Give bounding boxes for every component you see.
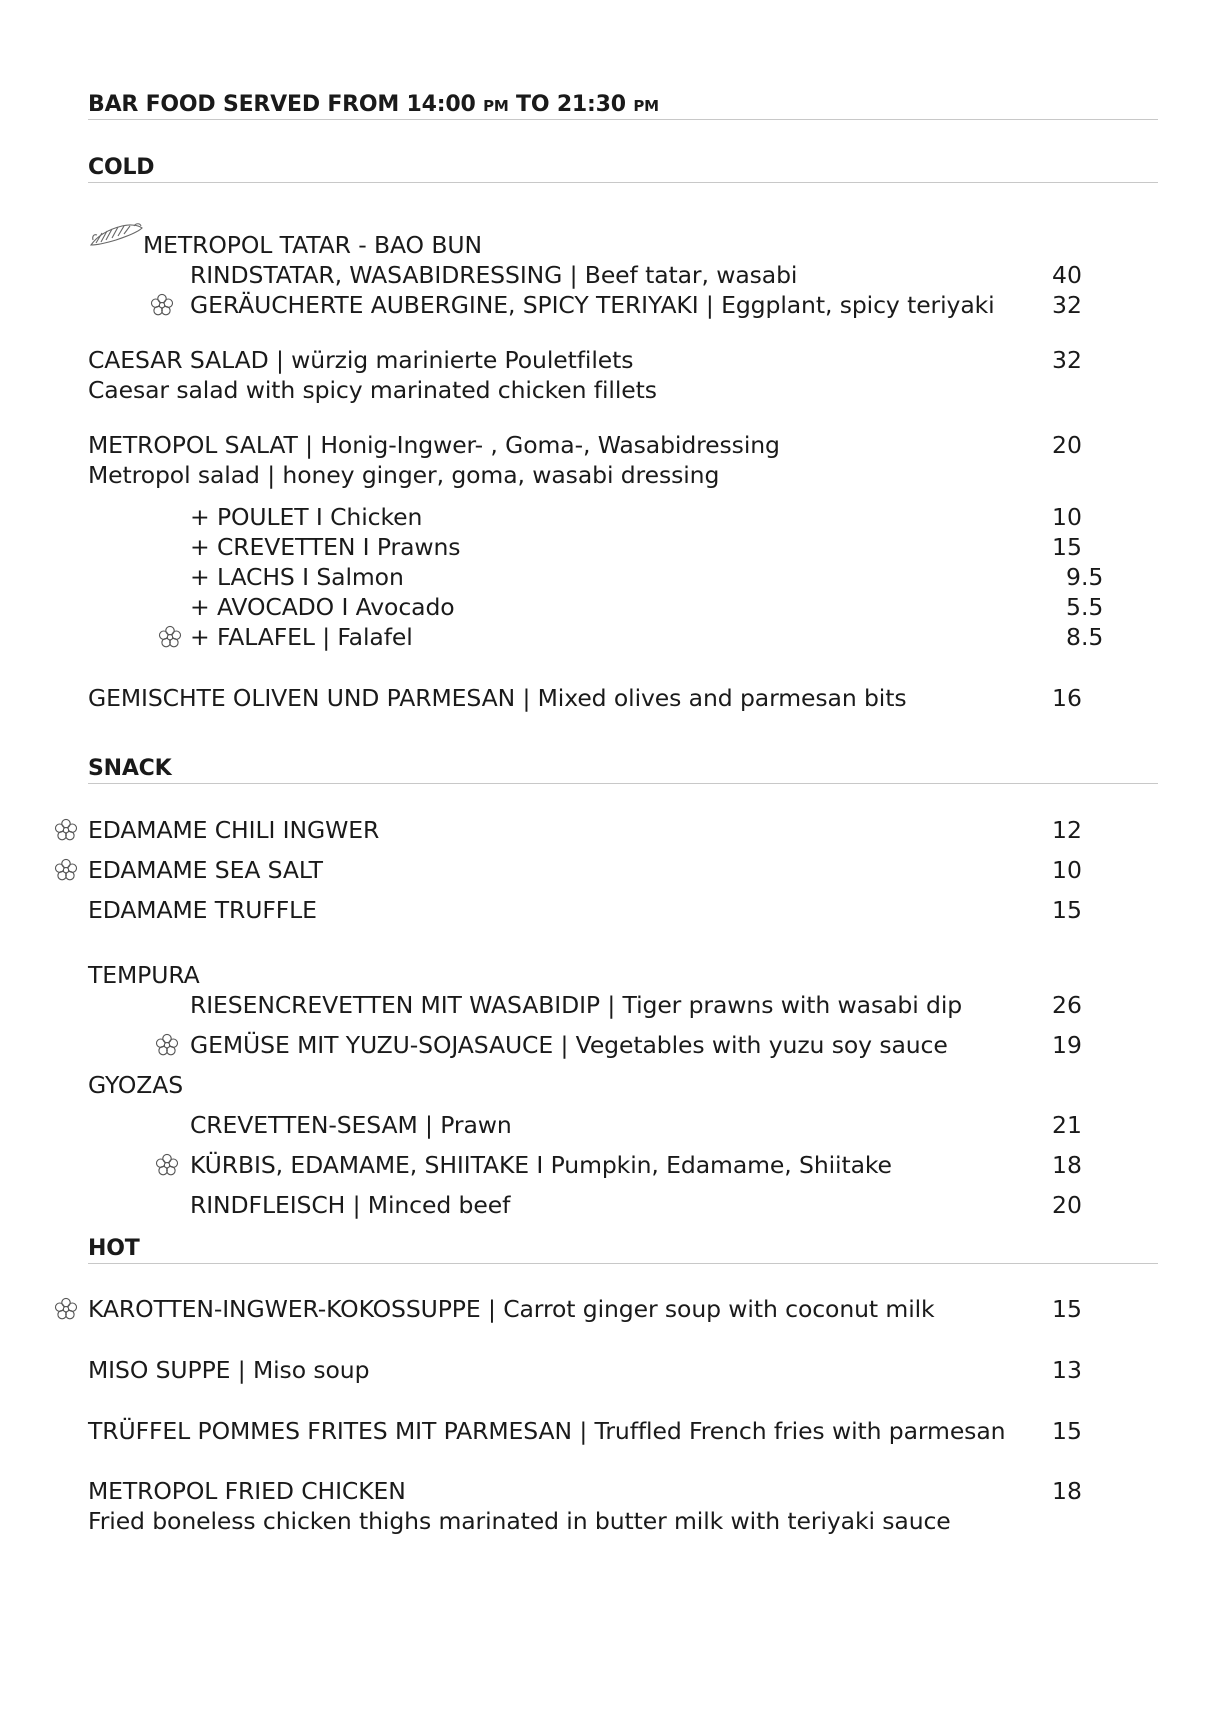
menu-item-name: KAROTTEN-INGWER-KOKOSSUPPE | Carrot ginger soup with coconut milk [88,1295,935,1323]
menu-item-name: GERÄUCHERTE AUBERGINE, SPICY TERIYAKI | Eggplant, spicy teriyaki [190,291,995,319]
menu-item-price: 21 [1052,1111,1082,1139]
menu-item-price: 12 [1052,816,1082,844]
flower-icon [54,1297,78,1321]
menu-item-name: MISO SUPPE | Miso soup [88,1356,370,1384]
subsection-title-gyozas: GYOZAS [88,1071,184,1099]
section-heading-snack: SNACK [88,756,172,781]
addon-price: 15 [1052,533,1082,561]
service-hours-heading [88,92,659,117]
flower-icon [158,625,182,649]
menu-item-title: METROPOL TATAR - BAO BUN [143,231,482,259]
bao-bun-sketch-icon [88,218,144,250]
menu-item-price: 20 [1052,431,1082,459]
divider [88,783,1158,784]
menu-item-price: 13 [1052,1356,1082,1384]
addon-price: 5.5 [1066,593,1104,621]
menu-item-name: CAESAR SALAD | würzig marinierte Pouletfilets [88,346,634,374]
pm-label: PM [483,97,509,115]
menu-item-price: 16 [1052,684,1082,712]
menu-item-price: 19 [1052,1031,1082,1059]
addon-price: 9.5 [1066,563,1104,591]
menu-item-name: METROPOL FRIED CHICKEN [88,1477,406,1505]
flower-icon [54,858,78,882]
divider [88,119,1158,120]
service-hours-prefix: BAR FOOD SERVED FROM 14:00 [88,92,484,117]
section-heading-hot: HOT [88,1236,140,1261]
menu-item-name: GEMISCHTE OLIVEN UND PARMESAN | Mixed olives and parmesan bits [88,684,907,712]
addon-name: + LACHS I Salmon [190,563,404,591]
menu-item-price: 18 [1052,1151,1082,1179]
menu-item-name: EDAMAME SEA SALT [88,856,323,884]
menu-item-description: Metropol salad | honey ginger, goma, wasabi dressing [88,461,720,489]
pm-label: PM [633,97,659,115]
subsection-title-tempura: TEMPURA [88,961,200,989]
menu-item-price: 32 [1052,346,1082,374]
menu-item-price: 15 [1052,896,1082,924]
divider [88,1263,1158,1264]
addon-name: + AVOCADO I Avocado [190,593,455,621]
addon-price: 10 [1052,503,1082,531]
menu-item-name: CREVETTEN-SESAM | Prawn [190,1111,512,1139]
menu-item-name: RINDFLEISCH | Minced beef [190,1191,511,1219]
menu-item-name: KÜRBIS, EDAMAME, SHIITAKE I Pumpkin, Edamame, Shiitake [190,1151,892,1179]
menu-item-price: 10 [1052,856,1082,884]
menu-item-description: Caesar salad with spicy marinated chicken fillets [88,376,657,404]
menu-item-price: 26 [1052,991,1082,1019]
addon-name: + FALAFEL | Falafel [190,623,413,651]
menu-item-price: 18 [1052,1477,1082,1505]
menu-item-price: 15 [1052,1295,1082,1323]
addon-name: + POULET I Chicken [190,503,423,531]
menu-item-price: 20 [1052,1191,1082,1219]
service-hours-mid: TO 21:30 [508,92,634,117]
menu-item-price: 32 [1052,291,1082,319]
menu-item-description: Fried boneless chicken thighs marinated in butter milk with teriyaki sauce [88,1507,951,1535]
menu-item-name: GEMÜSE MIT YUZU-SOJASAUCE | Vegetables with yuzu soy sauce [190,1031,948,1059]
addon-price: 8.5 [1066,623,1104,651]
divider [88,182,1158,183]
flower-icon [150,293,174,317]
menu-item-name: RIESENCREVETTEN MIT WASABIDIP | Tiger prawns with wasabi dip [190,991,963,1019]
menu-item-price: 15 [1052,1417,1082,1445]
menu-item-name: TRÜFFEL POMMES FRITES MIT PARMESAN | Truffled French fries with parmesan [88,1417,1006,1445]
section-heading-cold: COLD [88,155,155,180]
menu-item-price: 40 [1052,261,1082,289]
menu-item-name: METROPOL SALAT | Honig-Ingwer- , Goma-, Wasabidressing [88,431,780,459]
menu-item-name: EDAMAME TRUFFLE [88,896,317,924]
menu-item-name: EDAMAME CHILI INGWER [88,816,380,844]
flower-icon [54,818,78,842]
menu-item-name: RINDSTATAR, WASABIDRESSING | Beef tatar, wasabi [190,261,798,289]
flower-icon [155,1153,179,1177]
addon-name: + CREVETTEN I Prawns [190,533,461,561]
flower-icon [155,1033,179,1057]
